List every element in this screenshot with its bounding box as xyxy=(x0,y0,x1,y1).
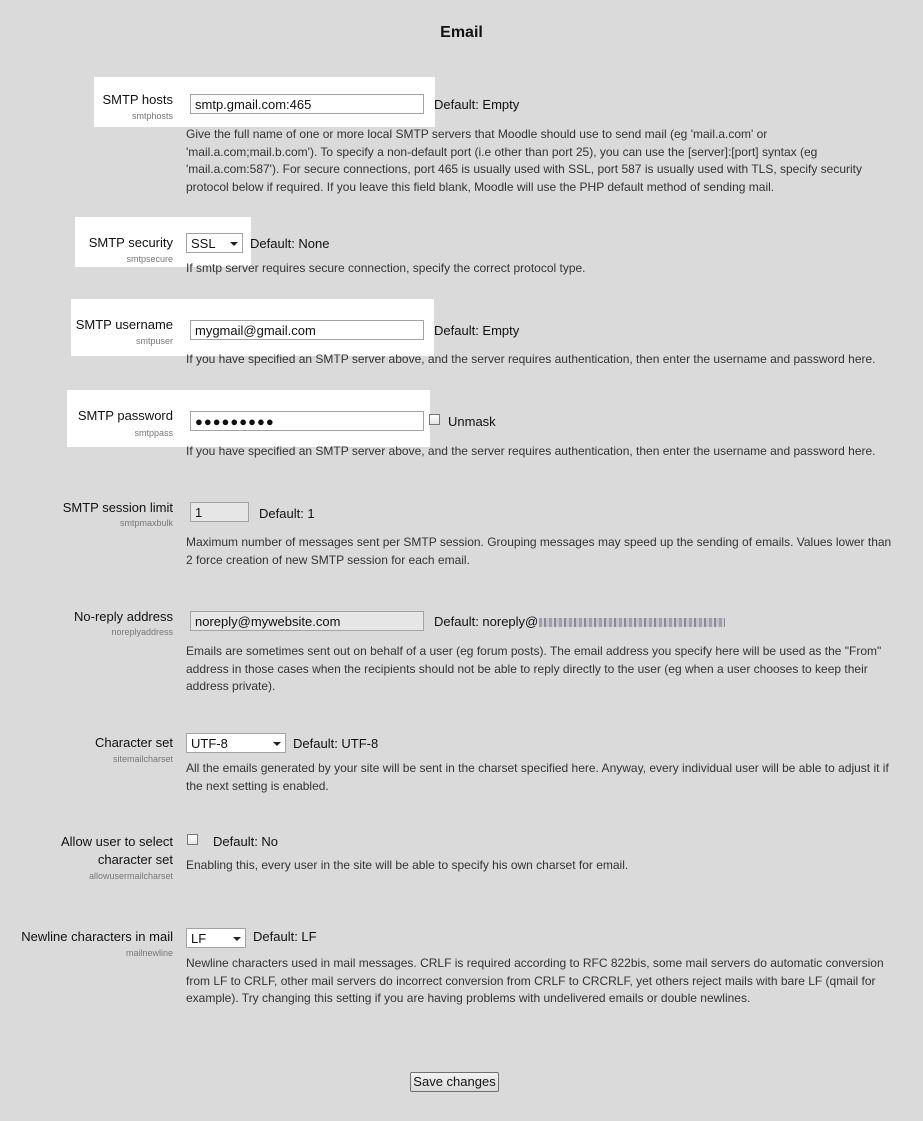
sitemailcharset-default: Default: UTF-8 xyxy=(293,736,379,751)
mailnewline-name: mailnewline xyxy=(125,948,173,958)
allowusermailcharset-description: Enabling this, every user in the site will be able to specify his own charset for email. xyxy=(186,858,629,872)
chevron-down-icon xyxy=(230,242,238,246)
smtpuser-label: SMTP username xyxy=(75,317,173,332)
unmask-label[interactable]: Unmask xyxy=(448,414,496,429)
noreplyaddress-default-text: Default: noreply@ xyxy=(434,614,539,629)
smtp-session-limit-input[interactable]: 1 xyxy=(190,502,249,522)
smtp-password-input[interactable]: ●●●●●●●●● xyxy=(190,411,424,431)
smtphosts-name: smtphosts xyxy=(131,111,173,121)
smtpsecure-label: SMTP security xyxy=(88,235,173,250)
smtpuser-description: If you have specified an SMTP server above, and the server requires authentication, then enter the username and password here. xyxy=(186,352,876,366)
smtpmaxbulk-description: Maximum number of messages sent per SMTP session. Grouping messages may speed up the sending of emails. Values lower than 2 force creation of new SMTP session for each email. xyxy=(186,535,892,567)
smtp-security-value: SSL xyxy=(191,236,216,251)
noreplyaddress-name: noreplyaddress xyxy=(111,627,173,637)
character-set-value: UTF-8 xyxy=(191,736,228,751)
newline-select[interactable] xyxy=(186,928,246,948)
smtpuser-name: smtpuser xyxy=(135,336,173,346)
mailnewline-default: Default: LF xyxy=(253,929,317,944)
chevron-down-icon xyxy=(233,937,241,941)
smtpmaxbulk-name: smtpmaxbulk xyxy=(119,518,173,528)
sitemailcharset-description: All the emails generated by your site will be sent in the charset specified here. Anyway, every individual user will be able to adjust it if the next setting is enabled. xyxy=(186,761,889,793)
character-set-select[interactable] xyxy=(186,733,286,753)
smtpmaxbulk-default: Default: 1 xyxy=(259,506,315,521)
smtppass-name: smtppass xyxy=(134,428,173,438)
unmask-checkbox[interactable] xyxy=(429,414,440,425)
mailnewline-description: Newline characters used in mail messages. CRLF is required according to RFC 822bis, some mail servers do automatic conversion from LF to CRLF, other mail servers do incorrect conversion from CRLF to CRCRLF, yet others reject mails with bare LF (qmail for example). Try changing this setting if you are having problems with undelivered emails or double newlines. xyxy=(186,956,884,1005)
mailnewline-label: Newline characters in mail xyxy=(21,929,173,944)
noreply-address-input[interactable]: noreply@mywebsite.com xyxy=(190,611,424,631)
page-title: Email xyxy=(440,24,483,41)
allowusermailcharset-default: Default: No xyxy=(213,834,279,849)
redacted-domain xyxy=(539,618,725,627)
allowusermailcharset-label-line1: Allow user to select xyxy=(61,834,173,849)
allowusermailcharset-label-line2: character set xyxy=(97,852,173,867)
smtphosts-description: Give the full name of one or more local SMTP servers that Moodle should use to send mail (eg 'mail.a.com' or 'mail.a.com;mail.b.com'). To specify a non-default port (i.e other than port 25), you can use the [server]:[port] syntax (eg 'mail.a.com:587'). For secure connections, port 465 is usually used with SSL, port 587 is usually used with TLS, specify security protocol below if required. If you leave this field blank, Moodle will use the PHP default method of sending mail. xyxy=(186,127,863,194)
smtpsecure-description: If smtp server requires secure connection, specify the correct protocol type. xyxy=(186,261,586,275)
smtp-hosts-input[interactable]: smtp.gmail.com:465 xyxy=(190,94,424,114)
save-changes-button[interactable]: Save changes xyxy=(410,1072,499,1092)
smtpsecure-name: smtpsecure xyxy=(126,254,173,264)
smtpmaxbulk-label: SMTP session limit xyxy=(62,500,173,515)
smtppass-description: If you have specified an SMTP server above, and the server requires authentication, then enter the username and password here. xyxy=(186,444,876,458)
allow-user-charset-checkbox[interactable] xyxy=(187,834,198,845)
smtphosts-label: SMTP hosts xyxy=(102,92,173,107)
noreplyaddress-default xyxy=(434,614,725,629)
newline-value: LF xyxy=(191,931,207,946)
smtphosts-default: Default: Empty xyxy=(434,97,520,112)
allowusermailcharset-name: allowusermailcharset xyxy=(88,871,173,881)
smtp-security-select[interactable] xyxy=(186,233,243,253)
noreplyaddress-label: No-reply address xyxy=(74,609,173,624)
smtpuser-default: Default: Empty xyxy=(434,323,520,338)
smtp-username-input[interactable]: mygmail@gmail.com xyxy=(190,320,424,340)
sitemailcharset-label: Character set xyxy=(94,735,173,750)
noreplyaddress-description: Emails are sometimes sent out on behalf of a user (eg forum posts). The email address you specify here will be used as the "From" address in those cases when the recipients should not be able to reply directly to the user (eg when a user chooses to keep their address private). xyxy=(186,644,882,693)
chevron-down-icon xyxy=(273,742,281,746)
smtppass-label: SMTP password xyxy=(77,408,173,423)
smtpsecure-default: Default: None xyxy=(250,236,330,251)
sitemailcharset-name: sitemailcharset xyxy=(112,754,173,764)
